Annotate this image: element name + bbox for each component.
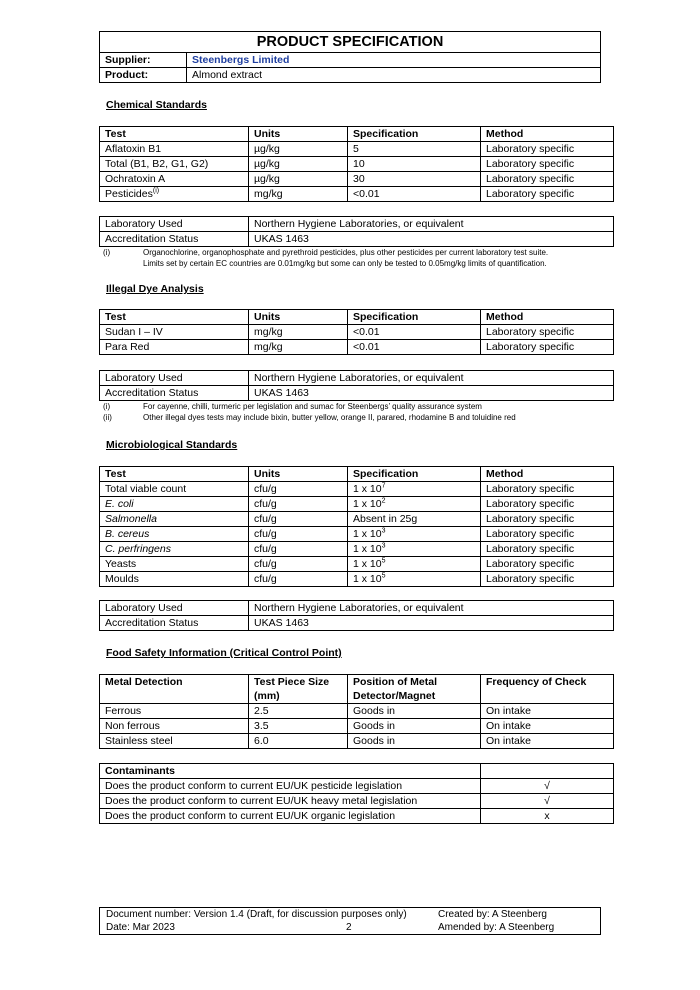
cell [481, 764, 614, 779]
lab-used-value: Northern Hygiene Laboratories, or equivalent [249, 217, 614, 232]
page-number: 2 [346, 922, 352, 933]
table-row [100, 340, 614, 355]
cell: Does the product conform to current EU/UK organic legislation [100, 809, 481, 824]
exponent: 3 [381, 527, 386, 535]
note-text: Other illegal dyes tests may include bixin, butter yellow, orange II, parared, rhodamine B and toluidine red [143, 413, 516, 422]
table-header-row [100, 467, 614, 482]
col-header-line: Detector/Magnet [353, 690, 436, 702]
exponent: 3 [381, 542, 386, 550]
cell-text: Total viable count [105, 483, 187, 495]
table-row [100, 719, 614, 734]
contaminants-table [99, 763, 614, 824]
table-row [100, 557, 614, 572]
document-number: Document number: Version 1.4 (Draft, for discussion purposes only) [106, 909, 407, 920]
table-row [100, 386, 614, 401]
cell-text: Laboratory specific [486, 558, 575, 570]
cell: Para Red [100, 340, 249, 355]
cell: Laboratory specific [481, 142, 614, 157]
exponent: 7 [381, 482, 386, 490]
page-title: PRODUCT SPECIFICATION [100, 32, 600, 53]
note [99, 247, 619, 258]
table-row [100, 704, 614, 719]
cell-text: Laboratory specific [486, 528, 575, 540]
cell [249, 497, 348, 512]
table-row [100, 482, 614, 497]
note [99, 258, 619, 269]
cell-text: Laboratory specific [486, 498, 575, 510]
col-header: Specification [348, 127, 481, 142]
table-row [100, 325, 614, 340]
table-row [100, 217, 614, 232]
table-row [100, 527, 614, 542]
table-row [100, 157, 614, 172]
table-row [100, 371, 614, 386]
cell: 2.5 [249, 704, 348, 719]
micro-heading: Microbiological Standards [106, 439, 238, 451]
cell: Goods in [348, 734, 481, 749]
exponent: 5 [381, 572, 386, 580]
cell: 3.5 [249, 719, 348, 734]
cell: mg/kg [249, 340, 348, 355]
note [99, 401, 619, 412]
table-row [100, 572, 614, 587]
supplier-value: Steenbergs Limited [192, 54, 290, 66]
cell: Ochratoxin A [100, 172, 249, 187]
cell: Sudan I – IV [100, 325, 249, 340]
cell: 5 [348, 142, 481, 157]
cell [100, 497, 249, 512]
amended-by: Amended by: A Steenberg [438, 922, 555, 933]
cell-text: Laboratory specific [486, 573, 575, 585]
cell-text: Salmonella [105, 513, 157, 525]
cell: On intake [481, 704, 614, 719]
cell: Laboratory specific [481, 172, 614, 187]
table-row [100, 734, 614, 749]
cell [348, 482, 481, 497]
col-header: Method [481, 127, 614, 142]
table-row [100, 794, 614, 809]
cell [348, 572, 481, 587]
note-number: (ii) [103, 413, 112, 422]
cell-text: 1 x 10 [353, 498, 382, 510]
col-header: Units [249, 310, 348, 325]
cell: Laboratory specific [481, 187, 614, 202]
col-header [249, 675, 348, 704]
cell: µg/kg [249, 157, 348, 172]
cell [481, 512, 614, 527]
table-row [100, 542, 614, 557]
table-row [100, 616, 614, 631]
cell [481, 527, 614, 542]
lab-used-value: Northern Hygiene Laboratories, or equivalent [249, 601, 614, 616]
col-header: Metal Detection [100, 675, 249, 704]
accreditation-label: Accreditation Status [100, 386, 249, 401]
accreditation-label: Accreditation Status [100, 232, 249, 247]
table-row [100, 232, 614, 247]
col-header: Units [249, 127, 348, 142]
cell [481, 482, 614, 497]
lab-used-label: Laboratory Used [100, 601, 249, 616]
cell-text: cfu/g [254, 513, 277, 525]
document-date: Date: Mar 2023 [106, 922, 175, 933]
cell-text: cfu/g [254, 543, 277, 555]
check-mark: √ [481, 794, 614, 809]
cell: Ferrous [100, 704, 249, 719]
cell-text: Laboratory specific [486, 543, 575, 555]
cell-text: cfu/g [254, 528, 277, 540]
table-row [100, 187, 614, 202]
note-text: For cayenne, chilli, turmeric per legislation and sumac for Steenbergs’ quality assurance system [143, 402, 482, 411]
col-header: Test [100, 127, 249, 142]
product-value: Almond extract [187, 68, 601, 83]
chemical-notes [99, 247, 619, 269]
dye-notes [99, 401, 619, 423]
cell-text: 1 x 10 [353, 558, 382, 570]
table-row [100, 809, 614, 824]
dye-heading: Illegal Dye Analysis [106, 283, 204, 295]
cell [481, 557, 614, 572]
cell-text: 1 x 10 [353, 573, 382, 585]
contaminants-heading: Contaminants [100, 764, 481, 779]
cell-text: cfu/g [254, 498, 277, 510]
cell [100, 187, 249, 202]
cell [348, 527, 481, 542]
accreditation-value: UKAS 1463 [249, 616, 614, 631]
cell: Goods in [348, 719, 481, 734]
col-header-line: Position of Metal [353, 676, 437, 688]
cell [100, 572, 249, 587]
cell-text: Laboratory specific [486, 483, 575, 495]
table-row [100, 601, 614, 616]
col-header: Frequency of Check [481, 675, 614, 704]
cell: µg/kg [249, 142, 348, 157]
cell-text: Moulds [105, 573, 139, 585]
cell [348, 542, 481, 557]
cell [100, 557, 249, 572]
cell: mg/kg [249, 187, 348, 202]
micro-lab-table [99, 600, 614, 631]
cell-text: Laboratory specific [486, 513, 575, 525]
cell [100, 482, 249, 497]
exponent: 5 [381, 557, 386, 565]
page-footer [99, 907, 601, 935]
cell [249, 572, 348, 587]
note-text: Organochlorine, organophosphate and pyrethroid pesticides, plus other pesticides per current laboratory test suite. [143, 248, 549, 257]
cell [481, 542, 614, 557]
chemical-table [99, 126, 614, 202]
cell [348, 512, 481, 527]
cell-text: B. cereus [105, 528, 150, 540]
micro-rows [100, 482, 614, 587]
dye-lab-table [99, 370, 614, 401]
cell [249, 482, 348, 497]
cell: Laboratory specific [481, 157, 614, 172]
cell: Non ferrous [100, 719, 249, 734]
note-number: (i) [103, 248, 111, 257]
created-by: Created by: A Steenberg [438, 909, 547, 920]
col-header [348, 675, 481, 704]
cell-text: C. perfringens [105, 543, 171, 555]
cell [481, 572, 614, 587]
cell: On intake [481, 719, 614, 734]
cell [100, 527, 249, 542]
lab-used-label: Laboratory Used [100, 217, 249, 232]
accreditation-value: UKAS 1463 [249, 232, 614, 247]
exponent: 2 [381, 497, 386, 505]
table-header-row [100, 127, 614, 142]
cell-text: 1 x 10 [353, 483, 382, 495]
cell [100, 542, 249, 557]
cell: Does the product conform to current EU/UK pesticide legislation [100, 779, 481, 794]
cell: Aflatoxin B1 [100, 142, 249, 157]
cell: Stainless steel [100, 734, 249, 749]
cell [249, 557, 348, 572]
col-header: Method [481, 467, 614, 482]
table-row [100, 172, 614, 187]
cell: 10 [348, 157, 481, 172]
product-label: Product: [100, 68, 187, 83]
micro-table [99, 466, 614, 587]
col-header-line: Test Piece Size [254, 676, 330, 688]
test-name: Pesticides [105, 188, 153, 200]
cell-text: cfu/g [254, 573, 277, 585]
cell [249, 512, 348, 527]
cell [249, 542, 348, 557]
table-header-row [100, 310, 614, 325]
table-row [100, 497, 614, 512]
dye-table [99, 309, 614, 355]
cell: <0.01 [348, 187, 481, 202]
cell: 30 [348, 172, 481, 187]
cell-text: cfu/g [254, 483, 277, 495]
cell: µg/kg [249, 172, 348, 187]
cell: <0.01 [348, 325, 481, 340]
cell [100, 512, 249, 527]
cell: Goods in [348, 704, 481, 719]
supplier-row [100, 53, 600, 68]
cell-text: 1 x 10 [353, 528, 382, 540]
cell: Laboratory specific [481, 325, 614, 340]
cell-text: Yeasts [105, 558, 137, 570]
col-header: Test [100, 310, 249, 325]
check-mark: √ [481, 779, 614, 794]
lab-used-label: Laboratory Used [100, 371, 249, 386]
col-header: Test [100, 467, 249, 482]
cell [481, 497, 614, 512]
table-row [100, 779, 614, 794]
lab-used-value: Northern Hygiene Laboratories, or equivalent [249, 371, 614, 386]
cell: Does the product conform to current EU/UK heavy metal legislation [100, 794, 481, 809]
supplier-product-table [100, 53, 600, 82]
accreditation-value: UKAS 1463 [249, 386, 614, 401]
cell: <0.01 [348, 340, 481, 355]
cell-text: 1 x 10 [353, 543, 382, 555]
table-header-row [100, 764, 614, 779]
cell: 6.0 [249, 734, 348, 749]
col-header: Method [481, 310, 614, 325]
note [99, 412, 619, 423]
cell-text: Absent in 25g [353, 513, 418, 525]
cell: Total (B1, B2, G1, G2) [100, 157, 249, 172]
cell: mg/kg [249, 325, 348, 340]
cell [348, 557, 481, 572]
cell: On intake [481, 734, 614, 749]
cell [348, 497, 481, 512]
spec-header [99, 31, 601, 83]
food-safety-heading: Food Safety Information (Critical Control Point) [106, 647, 342, 659]
col-header: Specification [348, 467, 481, 482]
cell-text: E. coli [105, 498, 134, 510]
table-row [100, 512, 614, 527]
footnote-ref: (i) [152, 187, 160, 195]
chemical-heading: Chemical Standards [106, 99, 207, 111]
table-header-row [100, 675, 614, 704]
cell-text: cfu/g [254, 558, 277, 570]
cell [249, 527, 348, 542]
cell: Laboratory specific [481, 340, 614, 355]
product-row [100, 68, 600, 83]
chemical-lab-table [99, 216, 614, 247]
table-row [100, 142, 614, 157]
accreditation-label: Accreditation Status [100, 616, 249, 631]
note-number: (i) [103, 402, 111, 411]
cross-mark: x [481, 809, 614, 824]
col-header-line: (mm) [254, 690, 280, 702]
supplier-label: Supplier: [100, 53, 187, 68]
metal-detection-table [99, 674, 614, 749]
col-header: Specification [348, 310, 481, 325]
note-text: Limits set by certain EC countries are 0.01mg/kg but some can only be tested to 0.05mg/kg limits of quantification. [143, 259, 547, 268]
col-header: Units [249, 467, 348, 482]
